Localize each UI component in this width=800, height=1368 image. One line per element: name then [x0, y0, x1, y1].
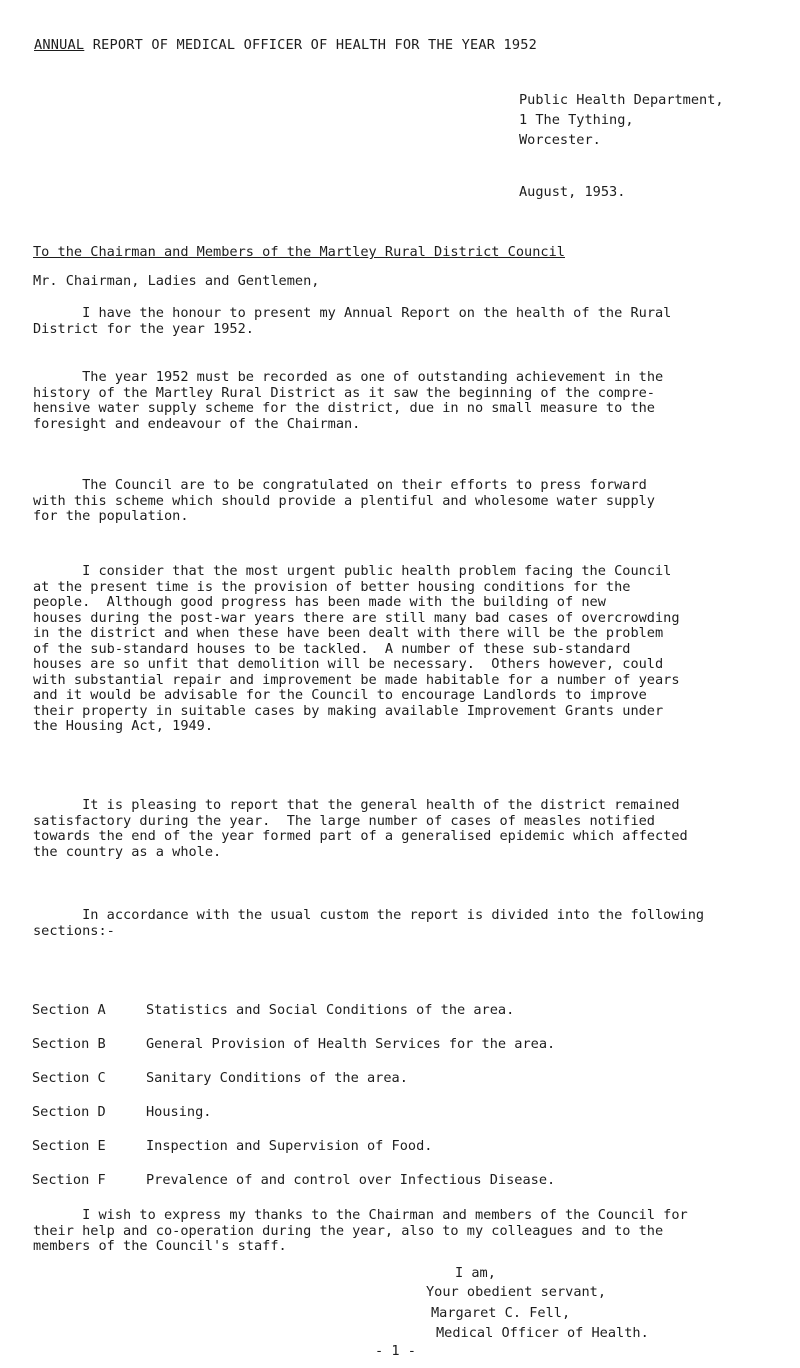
- section-row: [32, 1037, 772, 1071]
- addressee-line: To the Chairman and Members of the Martley Rural District Council: [33, 244, 565, 260]
- sender-address: [519, 90, 724, 150]
- section-title: Housing.: [146, 1104, 212, 1120]
- paragraph-4: I consider that the most urgent public health problem facing the Council at the present time is the provision of better housing conditions for the people. Although good progress has been made with the building of new houses during the post-war years there are still many bad cases of overcrowding in the district and when these have been dealt with there will be the problem of the sub-standard houses to be tackled. A number of these sub-standard houses are so unfit that demolition will be necessary. Others however, could with substantial repair and improvement be made habitable for a number of years and it would be advisable for the Council to encourage Landlords to improve their property in suitable cases by making available Improvement Grants under the Housing Act, 1949.: [33, 563, 680, 734]
- section-title: Prevalence of and control over Infectious Disease.: [146, 1172, 556, 1188]
- section-row: [32, 1071, 772, 1105]
- section-label: Section D: [32, 1104, 106, 1120]
- paragraph-2: The year 1952 must be recorded as one of outstanding achievement in the history of the Martley Rural District as it saw the beginning of the compre- hensive water supply scheme for the district, due in no small measure to the foresight and endeavour of the Chairman.: [33, 369, 664, 432]
- signature-name: Margaret C. Fell,: [431, 1305, 571, 1321]
- paragraph-3: The Council are to be congratulated on their efforts to press forward with this scheme which should provide a plentiful and wholesome water supply for the population.: [33, 477, 655, 524]
- report-header: [34, 38, 537, 54]
- header-title: REPORT OF MEDICAL OFFICER OF HEALTH FOR THE YEAR 1952: [84, 37, 538, 53]
- section-title: Statistics and Social Conditions of the area.: [146, 1002, 515, 1018]
- closing-i-am: I am,: [455, 1265, 496, 1281]
- section-row: [32, 1139, 772, 1173]
- address-line-2: 1 The Tything,: [519, 112, 634, 128]
- paragraph-6: In accordance with the usual custom the report is divided into the following sections:-: [33, 907, 705, 939]
- address-line-1: Public Health Department,: [519, 92, 724, 108]
- address-line-3: Worcester.: [519, 132, 601, 148]
- section-title: General Provision of Health Services for the area.: [146, 1036, 556, 1052]
- section-row: [32, 1003, 772, 1037]
- page-number: - 1 -: [375, 1343, 416, 1359]
- letter-date: August, 1953.: [519, 184, 626, 200]
- section-title: Sanitary Conditions of the area.: [146, 1070, 408, 1086]
- section-label: Section E: [32, 1138, 106, 1154]
- section-label: Section C: [32, 1070, 106, 1086]
- closing-servant: Your obedient servant,: [426, 1284, 607, 1300]
- section-title: Inspection and Supervision of Food.: [146, 1138, 433, 1154]
- section-label: Section A: [32, 1002, 106, 1018]
- header-annual: ANNUAL: [34, 37, 85, 53]
- paragraph-1: I have the honour to present my Annual Report on the health of the Rural District for the year 1952.: [33, 305, 672, 337]
- section-row: [32, 1105, 772, 1139]
- paragraph-5: It is pleasing to report that the general health of the district remained satisfactory during the year. The large number of cases of measles notified towards the end of the year formed part of a generalised epidemic which affected the country as a whole.: [33, 797, 688, 860]
- section-label: Section F: [32, 1172, 106, 1188]
- sections-list: [32, 1003, 772, 1207]
- salutation: Mr. Chairman, Ladies and Gentlemen,: [33, 273, 320, 289]
- section-label: Section B: [32, 1036, 106, 1052]
- signature-title: Medical Officer of Health.: [436, 1325, 649, 1341]
- thanks-paragraph: I wish to express my thanks to the Chairman and members of the Council for their help and co-operation during the year, also to my colleagues and to the members of the Council's staff.: [33, 1207, 688, 1254]
- section-row: [32, 1173, 772, 1207]
